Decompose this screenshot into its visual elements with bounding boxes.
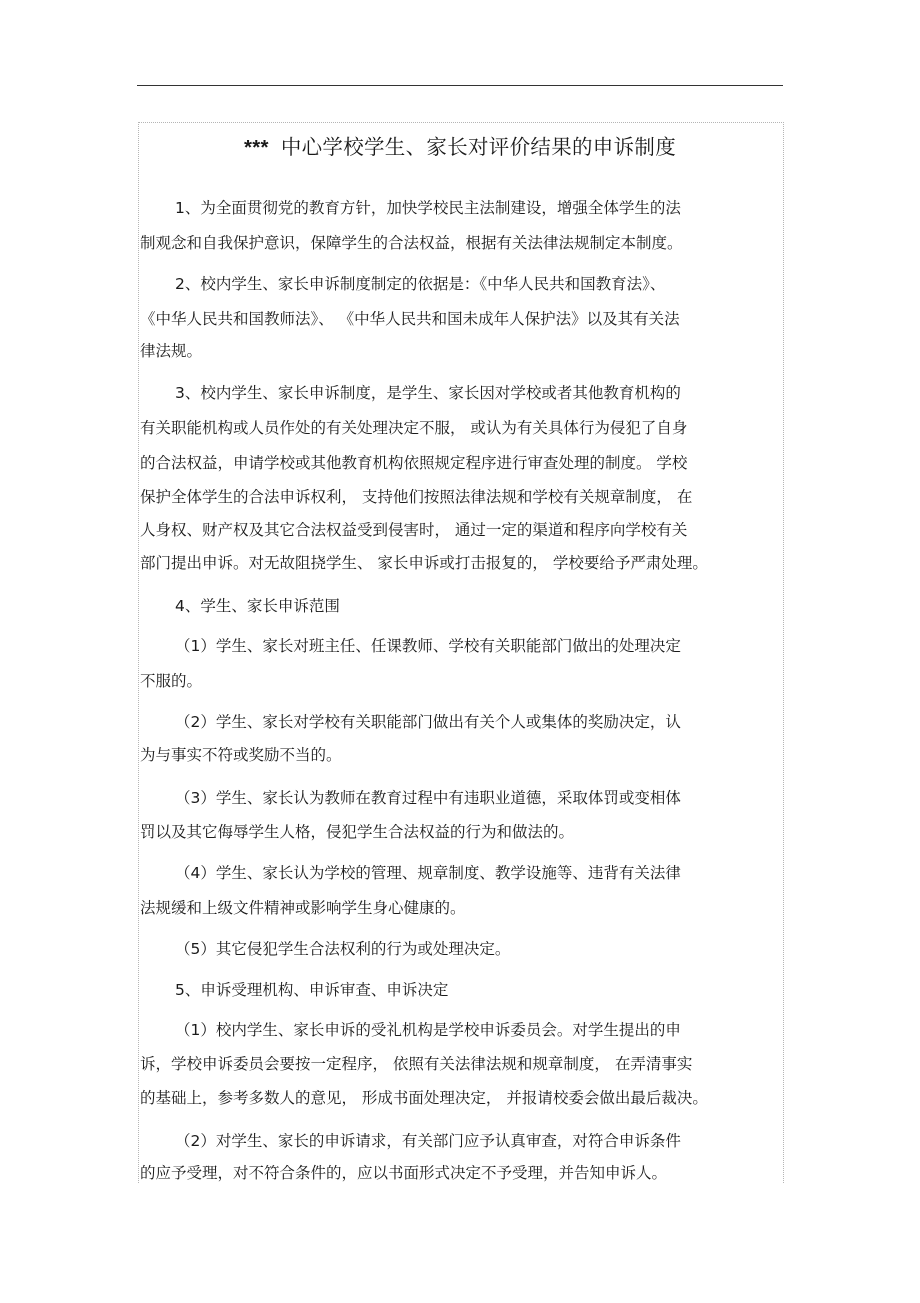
page-title [0, 133, 920, 162]
text-line: 的合法权益，申请学校或其他教育机构依照规定程序进行审查处理的制度。 学校 [140, 454, 688, 472]
text-line: 人身权、财产权及其它合法权益受到侵害时， 通过一定的渠道和程序向学校有关 [140, 521, 688, 539]
text-line: 的应予受理，对不符合条件的，应以书面形式决定不予受理，并告知申诉人。 [140, 1164, 668, 1182]
text-line: 部门提出申诉。对无故阻挠学生、 家长申诉或打击报复的， 学校要给予严肃处理。 [140, 554, 708, 572]
text-line: （1）学生、家长对班主任、任课教师、学校有关职能部门做出的处理决定 [175, 637, 681, 655]
text-line: （4）学生、家长认为学校的管理、规章制度、教学设施等、违背有关法律 [175, 864, 681, 882]
text-line: 保护全体学生的合法申诉权利， 支持他们按照法律法规和学校有关规章制度， 在 [140, 488, 693, 506]
text-line: 3、校内学生、家长申诉制度，是学生、家长因对学校或者其他教育机构的 [175, 384, 681, 402]
section-heading: 4、学生、家长申诉范围 [175, 597, 340, 615]
text-line: （2）对学生、家长的申诉请求，有关部门应予认真审查，对符合申诉条件 [175, 1132, 681, 1150]
text-line: 为与事实不符或奖励不当的。 [140, 746, 342, 764]
text-line: 有关职能机构或人员作处的有关处理决定不服， 或认为有关具体行为侵犯了自身 [140, 419, 688, 437]
text-line: 不服的。 [140, 672, 203, 690]
text-line: 1、为全面贯彻党的教育方针，加快学校民主法制建设，增强全体学生的法 [175, 199, 681, 217]
text-line: 律法规。 [140, 342, 203, 360]
text-line: 诉，学校申诉委员会要按一定程序， 依照有关法律法规和规章制度， 在弄清事实 [140, 1055, 693, 1073]
text-line: （5）其它侵犯学生合法权利的行为或处理决定。 [175, 940, 511, 958]
text-line: （2）学生、家长对学校有关职能部门做出有关个人或集体的奖励决定，认 [175, 713, 681, 731]
text-line: 罚以及其它侮辱学生人格，侵犯学生合法权益的行为和做法的。 [140, 823, 575, 841]
text-line: 的基础上，参考多数人的意见， 形成书面处理决定， 并报请校委会做出最后裁决。 [140, 1089, 708, 1107]
text-line: 法规缓和上级文件精神或影响学生身心健康的。 [140, 899, 466, 917]
text-line: 2、校内学生、家长申诉制度制定的依据是：《中华人民共和国教育法》、 [175, 275, 666, 293]
title-text: 中心学校学生、家长对评价结果的申诉制度 [280, 135, 677, 159]
text-line: （3）学生、家长认为教师在教育过程中有违职业道德，采取体罚或变相体 [175, 789, 681, 807]
text-line: 《中华人民共和国教师法》、 《中华人民共和国未成年人保护法》以及其有关法 [140, 310, 680, 328]
text-line: 制观念和自我保护意识，保障学生的合法权益，根据有关法律法规制定本制度。 [140, 234, 683, 252]
text-line: （1）校内学生、家长申诉的受礼机构是学校申诉委员会。对学生提出的申 [175, 1021, 681, 1039]
header-rule [137, 85, 783, 86]
title-school-placeholder: *** [243, 136, 269, 159]
section-heading: 5、申诉受理机构、申诉审查、申诉决定 [175, 981, 449, 999]
